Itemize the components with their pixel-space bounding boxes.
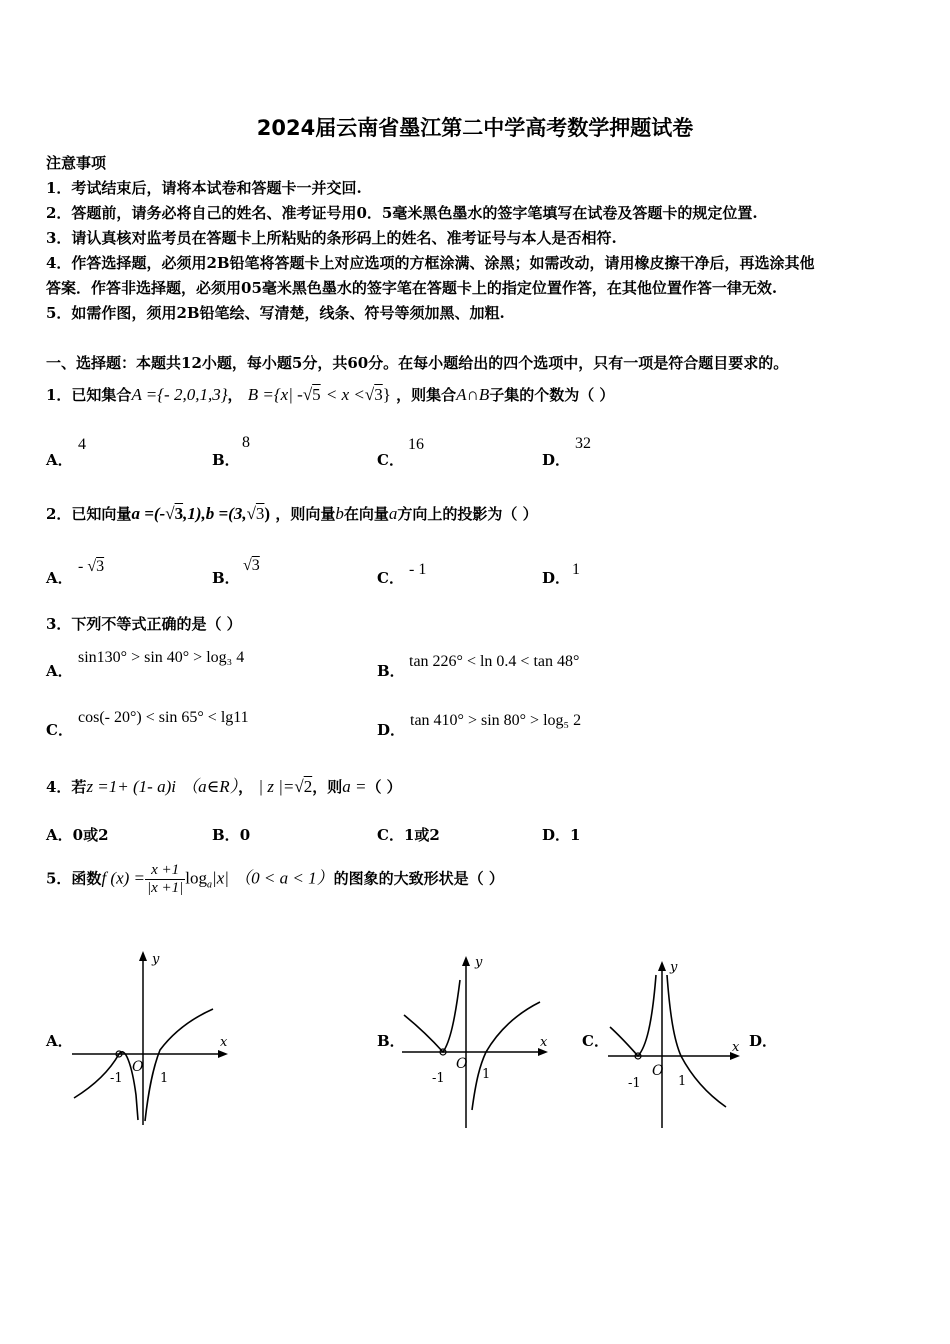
- q3-option-d-label[interactable]: D．: [377, 721, 406, 739]
- q4-comma: ，: [238, 778, 254, 796]
- graph-b-y-label: y: [475, 955, 483, 970]
- q4-option-c[interactable]: C．1或2: [377, 826, 440, 844]
- question-5-stem: [46, 862, 504, 897]
- graph-c-origin: O: [652, 1063, 664, 1079]
- q1-option-a-label[interactable]: A．: [46, 451, 73, 469]
- q5-option-b-label[interactable]: B．: [377, 1032, 405, 1050]
- q1-intersect: A∩B: [456, 385, 490, 404]
- page-title: 2024届云南省墨江第二中学高考数学押题试卷: [256, 116, 694, 140]
- q5-f: f (x) =: [101, 868, 145, 888]
- q4-mod: | z |=: [258, 777, 295, 796]
- q1-lt: < x <: [325, 385, 365, 404]
- q4-option-d[interactable]: D．1: [542, 826, 581, 844]
- graph-a-origin: O: [132, 1059, 144, 1075]
- graph-a-neg1: -1: [110, 1071, 123, 1086]
- q1-root5: 5: [312, 385, 321, 404]
- q5-graph-c[interactable]: [606, 955, 748, 1130]
- q1-option-c-label[interactable]: C．: [377, 451, 404, 469]
- q3-option-c-value: cos(- 20°) < sin 65° < lg11: [78, 709, 249, 726]
- q2-option-b-label[interactable]: B．: [212, 569, 240, 587]
- note-item: 1．考试结束后，请将本试卷和答题卡一并交回.: [46, 179, 362, 197]
- q5-num: 5．函数: [46, 869, 102, 888]
- note-item: 5．如需作图，须用2B铅笔绘、写清楚，线条、符号等须加黑、加粗.: [46, 304, 505, 322]
- q2-vec-a: a =(-: [131, 504, 166, 523]
- graph-b-x-label: x: [540, 1035, 548, 1050]
- q2-option-b-value: √3: [243, 557, 260, 574]
- q1-option-b-value: 8: [242, 434, 250, 451]
- q2-b: b: [335, 504, 344, 523]
- q5-tail: 的图象的大致形状是（ ）: [333, 869, 504, 888]
- graph-c-x-label: x: [732, 1040, 740, 1055]
- q5-graph-b[interactable]: [400, 950, 560, 1130]
- question-1-stem: 1．已知集合A ={- 2,0,1,3}， B ={x| -√5 < x <√3} ，则集合A∩B子集的个数为（ ）: [46, 385, 615, 404]
- q5-option-c-label[interactable]: C．: [582, 1032, 609, 1050]
- q4-a: a =: [342, 777, 367, 796]
- q4-tail: （ ）: [366, 778, 402, 796]
- q1-mid: ，则集合: [396, 386, 457, 404]
- q4-mid: ，则: [312, 778, 343, 796]
- q4-option-b[interactable]: B．0: [212, 826, 251, 844]
- q5-log-base: a: [207, 879, 213, 891]
- q5-graph-a[interactable]: [70, 945, 240, 1130]
- q2-vec-a-rest: ,1),b =(3,: [183, 504, 247, 523]
- q1-tail: 子集的个数为（ ）: [489, 386, 615, 404]
- graph-a-one: 1: [160, 1071, 169, 1086]
- q2-mid1: ，则向量: [275, 505, 336, 523]
- question-3-stem: 3．下列不等式正确的是（ ）: [46, 615, 242, 633]
- q3-option-b-value: tan 226° < ln 0.4 < tan 48°: [409, 653, 580, 670]
- section-heading: 一、选择题：本题共12小题，每小题5分，共60分。在每小题给出的四个选项中，只有一项是符合题目要求的。: [46, 354, 789, 372]
- note-item: 2．答题前，请务必将自己的姓名、准考证号用0．5毫米黑色墨水的签字笔填写在试卷及答题卡的规定位置.: [46, 204, 758, 222]
- q4-root: 2: [303, 777, 313, 796]
- q2-vec-b-root: 3: [255, 504, 265, 523]
- q4-option-a[interactable]: A．0或2: [46, 826, 109, 844]
- q5-option-d-label[interactable]: D．: [749, 1032, 778, 1050]
- question-4-stem: 4．若z =1+ (1- a)i （a∈R）， | z |=√2，则a =（ ）: [46, 777, 402, 796]
- q2-option-d-value: 1: [572, 561, 580, 578]
- q5-option-a-label[interactable]: A．: [46, 1032, 73, 1050]
- q2-tail: 方向上的投影为（ ）: [397, 505, 538, 523]
- q4-cond: （a∈R）: [181, 777, 239, 796]
- graph-a-y-label: y: [152, 952, 160, 967]
- note-item: 3．请认真核对监考员在答题卡上所粘贴的条形码上的姓名、准考证号与本人是否相符.: [46, 229, 617, 247]
- notes-heading: 注意事项: [46, 154, 107, 172]
- q3-option-b-label[interactable]: B．: [377, 662, 405, 680]
- q1-comma: ，: [227, 386, 243, 404]
- q3-option-c-label[interactable]: C．: [46, 721, 73, 739]
- q4-num: 4．若: [46, 778, 87, 796]
- q2-option-c-label[interactable]: C．: [377, 569, 404, 587]
- note-item: 答案．作答非选择题，必须用05毫米黑色墨水的签字笔在答题卡上的指定位置作答，在其他位置作答一律无效.: [46, 279, 778, 297]
- q1-option-d-value: 32: [575, 435, 591, 452]
- graph-c-neg1: -1: [628, 1076, 641, 1091]
- q5-fraction: $\frac{x +1}{|x +1|}$: [147, 862, 184, 896]
- q1-root3: 3: [374, 385, 383, 404]
- q1-option-a-value: 4: [78, 436, 86, 453]
- graph-b-origin: O: [456, 1056, 468, 1072]
- q5-log: log: [185, 868, 208, 888]
- q2-option-c-value: - 1: [409, 561, 427, 578]
- q1-close: }: [382, 385, 391, 404]
- q1-set-a: A ={- 2,0,1,3}: [131, 385, 228, 404]
- q2-num: 2．已知向量: [46, 505, 132, 523]
- q1-option-b-label[interactable]: B．: [212, 451, 240, 469]
- graph-b-one: 1: [482, 1067, 491, 1082]
- q1-set-b-pre: B ={x| -: [247, 385, 303, 404]
- graph-b-neg1: -1: [432, 1071, 445, 1086]
- graph-c-y-label: y: [670, 960, 678, 975]
- graph-a-x-label: x: [220, 1035, 228, 1050]
- note-item: 4．作答选择题，必须用2B铅笔将答题卡上对应选项的方框涂满、涂黑；如需改动，请用橡皮擦干净后，再选涂其他: [46, 254, 815, 272]
- q2-option-d-label[interactable]: D．: [542, 569, 571, 587]
- q3-option-a-value: sin130° > sin 40° > log₃ 4: [78, 649, 245, 666]
- q2-vec-a-root: 3: [174, 504, 184, 523]
- q2-a: a: [388, 504, 398, 523]
- q5-cond: （0 < a < 1）: [234, 868, 334, 888]
- q2-option-a-label[interactable]: A．: [46, 569, 73, 587]
- graph-c-one: 1: [678, 1074, 687, 1089]
- q1-option-c-value: 16: [408, 436, 424, 453]
- q3-option-a-label[interactable]: A．: [46, 662, 73, 680]
- question-2-stem: 2．已知向量a =(-√3,1),b =(3,√3) ，则向量b在向量a方向上的投影为（ ）: [46, 504, 538, 523]
- q3-option-d-value: tan 410° > sin 80° > log₅ 2: [410, 712, 582, 729]
- q4-z: z =1+ (1- a)i: [86, 777, 176, 796]
- q2-vec-end: ): [264, 504, 271, 523]
- q1-num: 1．已知集合: [46, 386, 132, 404]
- q2-mid2: 在向量: [343, 505, 389, 523]
- q1-option-d-label[interactable]: D．: [542, 451, 571, 469]
- q5-absx: |x|: [212, 868, 229, 888]
- q2-option-a-value: - √3: [78, 558, 105, 575]
